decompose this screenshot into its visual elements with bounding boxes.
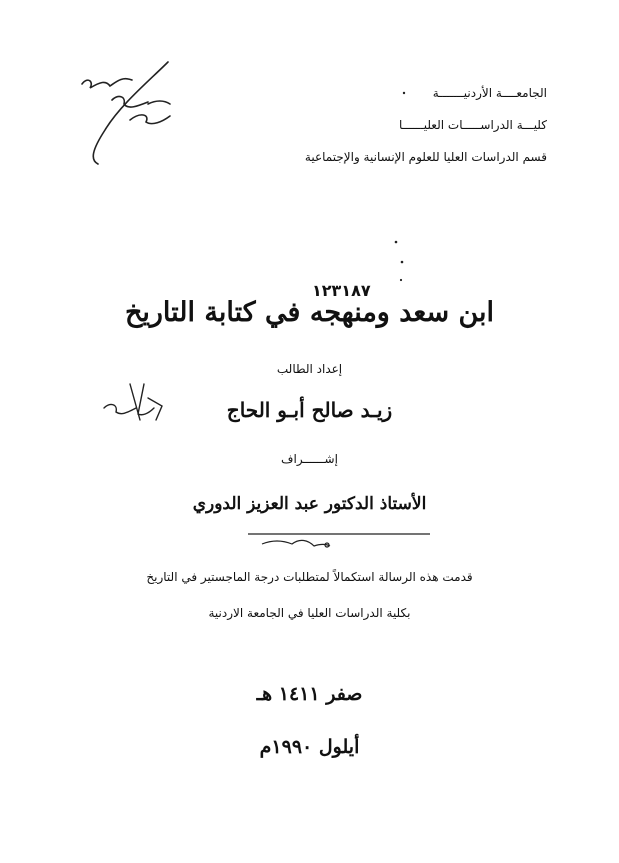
university-name: الجامعــــة الأردنيـــــــة: [432, 86, 547, 100]
top-left-signature: [82, 62, 170, 164]
accession-number: ١٢٣١٨٧: [312, 281, 371, 300]
title-decoration: [248, 534, 430, 547]
signature-near-student: [104, 384, 162, 420]
thesis-title: ابن سعد ومنهجه في كتابة التاريخ: [124, 297, 495, 328]
prepared-by-label: إعداد الطالب: [276, 362, 343, 376]
description-line-1: قدمت هذه الرسالة استكمالاً لمتطلبات درجة الماجستير في التاريخ: [146, 570, 473, 584]
description-line-2: بكلية الدراسات العليا في الجامعة الاردنية: [208, 606, 411, 620]
department-name: قسم الدراسات العليا للعلوم الإنسانية والإجتماعية: [304, 150, 547, 164]
date-gregorian: أيلول ١٩٩٠م: [259, 736, 360, 758]
student-name: زيـد صالح أبـو الحاج: [226, 398, 393, 422]
date-hijri: صفر ١٤١١ هـ: [256, 683, 363, 705]
stray-dots: [395, 92, 405, 281]
faculty-name: كليـــة الدراســـــات العليــــــا: [398, 118, 547, 132]
supervisor-name: الأستاذ الدكتور عبد العزيز الدوري: [192, 494, 427, 514]
supervision-label: إشــــــراف: [281, 452, 338, 466]
